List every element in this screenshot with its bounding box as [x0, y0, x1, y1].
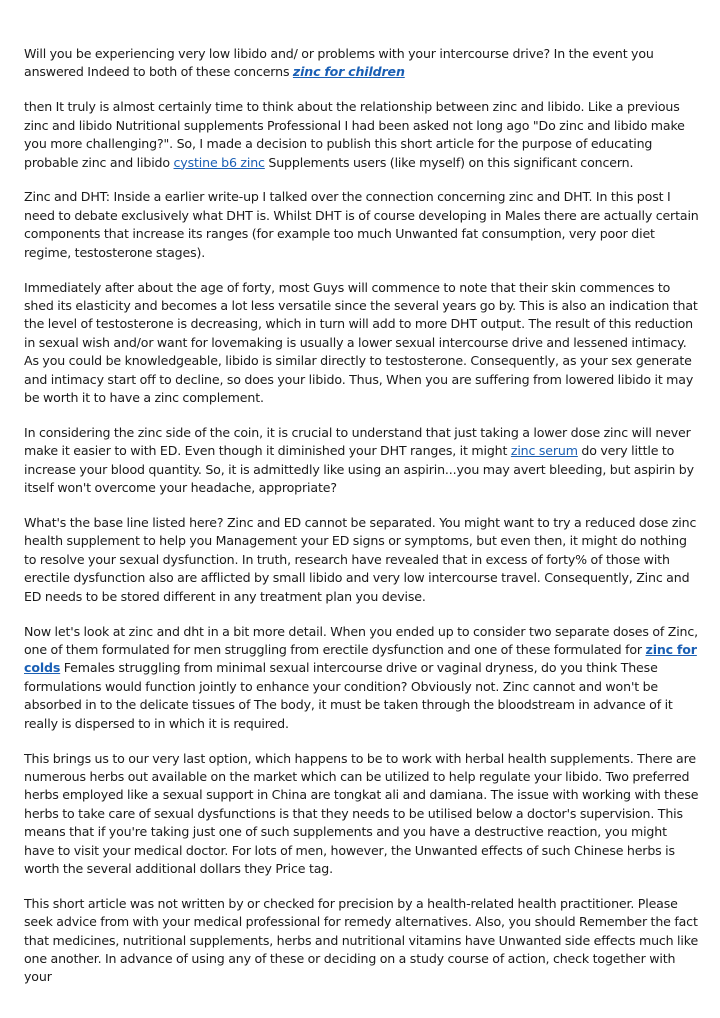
article-body	[24, 45, 700, 1003]
paragraph-7	[24, 623, 700, 733]
paragraph-2	[24, 98, 700, 172]
link-cystine-b6-zinc[interactable]: cystine b6 zinc	[173, 154, 265, 170]
paragraph-text: Supplements users (like myself) on this significant concern.	[264, 154, 634, 170]
paragraph-4: Immediately after about the age of forty, most Guys will commence to note that their skin commences to shed its elasticity and becomes a lot less versatile since the several years go by. This is also an indication that the level of testosterone is decreasing, which in turn will add to more DHT output. The result of this reduction in sexual wish and/or want for lovemaking is usually a lower sexual intercourse drive and lessened intimacy. As you could be knowledgeable, libido is similar directly to testosterone. Consequently, as your sex generate and intimacy start off to decline, so does your libido. Thus, When you are suffering from lowered libido it may be worth it to have a zinc complement.	[24, 279, 698, 405]
paragraph-text: do very little to increase your blood quantity. So, it is admittedly like using an aspirin...you may avert bleeding, but aspirin by itself won't overcome your headache, appropriate?	[24, 443, 694, 496]
paragraph-9: This short article was not written by or checked for precision by a health-related health practitioner. Please seek advice from with your medical professional for remedy alternatives. Also, you should Remember the fact that medicines, nutritional supplements, herbs and nutritional vitamins have Unwanted side effects much like one another. In advance of using any of these or deciding on a study course of action, check together with your	[24, 895, 699, 985]
paragraph-3: Zinc and DHT: Inside a earlier write-up I talked over the connection concerning zinc and DHT. In this post I need to debate exclusively what DHT is. Whilst DHT is of course developing in Males there are actually certain components that increase its ranges (for example too much Unwanted fat consumption, very poor diet regime, testosterone stages).	[24, 189, 699, 260]
paragraph-text: Will you be experiencing very low libido and/ or problems with your intercourse drive? In the event you answered Indeed to both of these concerns	[24, 46, 654, 80]
paragraph-8: This brings us to our very last option, which happens to be to work with herbal health supplements. There are numerous herbs out available on the market which can be utilized to help regulate your libido. Two preferred herbs employed like a sexual support in China are tongkat ali and damiana. The issue with working with these herbs to take care of sexual dysfunctions is that they needs to be utilised below a doctor's supervision. This means that if you're taking just one of such supplements and you have a destructive reaction, you might have to visit your medical doctor. For lots of men, however, the Unwanted effects of such Chinese herbs is worth the several additional dollars they Price tag.	[24, 750, 699, 876]
link-zinc-for-colds[interactable]: zinc for colds	[24, 641, 697, 676]
paragraph-text: Females struggling from minimal sexual intercourse drive or vaginal dryness, do you think These formulations would function jointly to enhance your condition? Obviously not. Zinc cannot and won't be absorbed in to the delicate tissues of The body, it must be taken through the bloodstream in advance of it really is dispersed to in which it is required.	[24, 660, 673, 731]
paragraph-1	[24, 45, 700, 82]
paragraph-5	[24, 424, 700, 498]
paragraph-text: then It truly is almost certainly time to think about the relationship between zinc and libido. Like a previous zinc and libido Nutritional supplements Professional I had been asked not long ago "Do zinc and libido make you more challenging?". So, I made a decision to publish this short article for the purpose of educating probable zinc and libido	[24, 99, 685, 170]
link-zinc-serum[interactable]: zinc serum	[510, 443, 578, 459]
paragraph-text: Now let's look at zinc and dht in a bit more detail. When you ended up to consider two separate doses of Zinc, one of them formulated for men struggling from erectile dysfunction and one of these formulated for	[24, 623, 699, 657]
paragraph-6: What's the base line listed here? Zinc and ED cannot be separated. You might want to try a reduced dose zinc health supplement to help you Management your ED signs or symptoms, but even then, it might do nothing to resolve your sexual dysfunction. In truth, research have revealed that in excess of forty% of those with erectile dysfunction also are afflicted by small libido and very low intercourse travel. Consequently, Zinc and ED needs to be stored different in any treatment plan you devise.	[24, 515, 697, 604]
paragraph-text: In considering the zinc side of the coin, it is crucial to understand that just taking a lower dose zinc will never make it easier to with ED. Even though it diminished your DHT ranges, it might	[24, 424, 691, 459]
link-zinc-for-children[interactable]: zinc for children	[292, 64, 405, 80]
